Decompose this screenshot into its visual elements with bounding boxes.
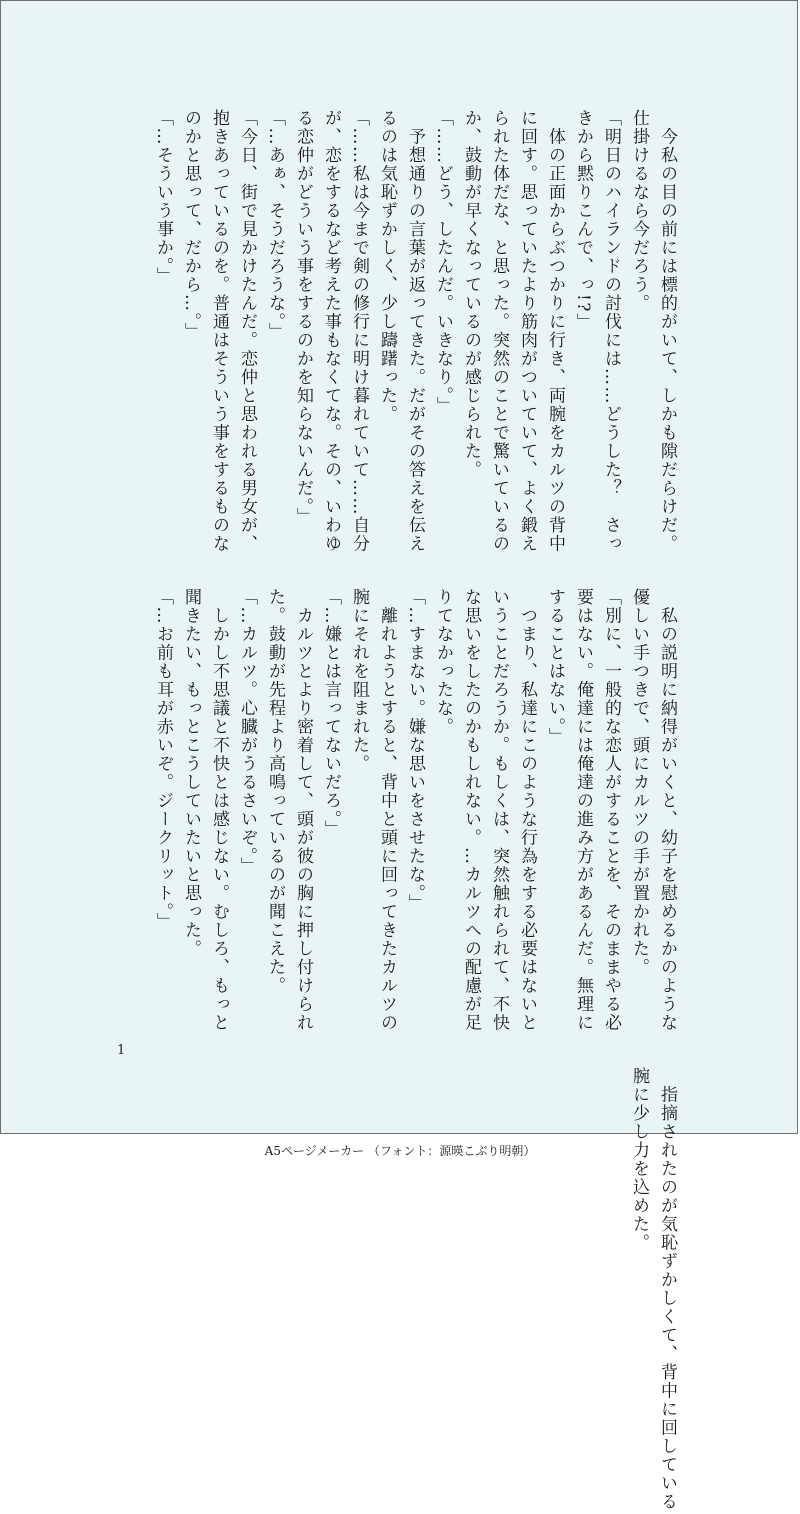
paragraph: 「……私は今まで剣の修行に明け暮れていて……自分が、恋をするなど考えた事もなくてな。その、いわゆる恋仲がどういう事をするのかを知らないんだ。」 [293,109,369,553]
paragraph: カルツとより密着して、頭が彼の胸に押し付けられた。鼓動が先程より高鳴っているのが聞こえた。 [265,588,313,1032]
paragraph: 離れようとすると、背中と頭に回ってきたカルツの腕にそれを阻まれた。 [349,588,397,1032]
paragraph: 「……どう、したんだ。いきなり。」 [433,109,453,415]
paragraph: 「別に、一般的な恋人がすることを、そのままやる必要はない。俺達には俺達の進み方があるんだ。無理にすることはない。」 [545,588,621,1032]
paragraph: 「…お前も耳が赤いぞ。ジークリット。」 [153,588,173,931]
paragraph: 「…カルツ。心臓がうるさいぞ。」 [237,588,257,876]
paragraph: 予想通りの言葉が返ってきた。だがその答えを伝えるのは気恥ずかしく、少し躊躇った。 [377,109,425,553]
generator-credit: A5ページメーカー （フォント：源暎こぶり明朝） [264,1144,536,1158]
paragraph: 「…あぁ、そうだろうな。」 [265,109,285,341]
paragraph: 「明日のハイランドの討伐には……どうした？ さっきから黙りこんで、っ!?」 [573,109,621,553]
paragraph: 「今日、街で見かけたんだ。恋仲と思われる男女が、抱きあっているのを。普通はそういう事をするものなのかと思って、だから…。」 [181,109,257,553]
paragraph: 今私の目の前には標的がいて、しかも隙だらけだ。仕掛けるなら今だろう。 [629,109,677,553]
page-number: 1 [117,1043,126,1058]
paragraph: 「…すまない。嫌な思いをさせたな。」 [405,588,425,913]
paragraph: 指摘されたのが気恥ずかしくて、背中に回している腕に少し力を込めた。 [629,1067,677,1511]
paragraph: しかし不思議と不快とは感じない。むしろ、もっと聞きたい、もっとこうしていたいと思った。 [181,588,229,1032]
paragraph: 私の説明に納得がいくと、幼子を慰めるかのような優しい手つきで、頭にカルツの手が置かれた。 [629,588,677,1032]
paragraph: 「…そういう事か。」 [153,109,173,286]
paragraph: 体の正面からぶつかりに行き、両腕をカルツの背中に回す。思っていたより筋肉がついていて、よく鍛えられた体だな、と思った。突然のことで驚いているのか、鼓動が早くなっているのが感じられた。 [461,109,565,553]
paragraph: 「…嫌とは言ってないだろ。」 [321,588,341,839]
paragraph: つまり、私達にこのような行為をする必要はないということだろうか。もしくは、突然触れられて、不快な思いをしたのかもしれない。…カルツへの配慮が足りてなかったな。 [433,588,537,1032]
